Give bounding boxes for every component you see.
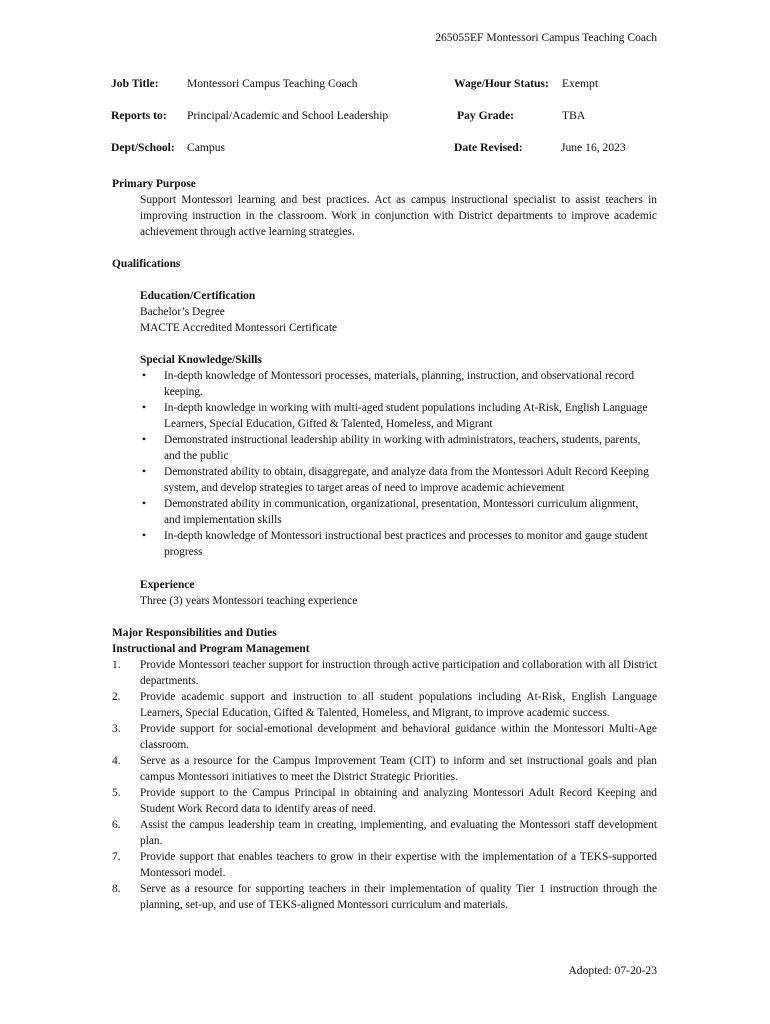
- duty-item: [112, 721, 657, 753]
- job-title-label: Job Title:: [111, 77, 159, 90]
- education-item: MACTE Accredited Montessori Certificate: [140, 322, 338, 334]
- duty-text: Provide support to the Campus Principal in obtaining and analyzing Montessori Adult Record Keeping and Student Work Record data to identify areas of need.: [140, 787, 657, 815]
- skills-list: [140, 368, 657, 560]
- duty-item: [112, 753, 657, 785]
- duty-item: [112, 689, 657, 721]
- primary-purpose-text: Support Montessori learning and best practices. Act as campus instructional specialist to assist teachers in improving instruction in the classroom. Work in conjunction with District departments to improve academic achievement through active learning strategies.: [140, 194, 657, 238]
- skill-item: • In-depth knowledge of Montessori processes, materials, planning, instruction, and observational record keeping.: [140, 368, 657, 400]
- duty-number: 7.: [112, 851, 121, 863]
- duty-text: Serve as a resource for the Campus Improvement Team (CIT) to inform and set instructional goals and plan campus Montessori initiatives to meet the District Strategic Priorities.: [140, 755, 657, 783]
- duty-number: 6.: [112, 819, 121, 831]
- duty-text: Provide academic support and instruction to all student populations including At-Risk, English Language Learners, Special Education, Gifted & Talented, Homeless, and Migrant, to improve academic success.: [140, 691, 657, 719]
- duty-number: 5.: [112, 787, 121, 799]
- experience-text: Three (3) years Montessori teaching experience: [140, 595, 358, 607]
- dept-school-value: Campus: [187, 141, 226, 154]
- duty-item: [112, 657, 657, 689]
- skills-heading: Special Knowledge/Skills: [140, 354, 262, 366]
- dept-school-label: Dept/School:: [111, 141, 175, 154]
- duty-number: 2.: [112, 691, 121, 703]
- reports-to-value: Principal/Academic and School Leadership: [187, 109, 389, 122]
- duty-text: Serve as a resource for supporting teachers in their implementation of quality Tier 1 instruction through the planning, set-up, and use of TEKS-aligned Montessori curriculum and materials.: [140, 883, 657, 911]
- job-title-value: Montessori Campus Teaching Coach: [187, 77, 358, 90]
- skill-item: • Demonstrated ability to obtain, disaggregate, and analyze data from the Montessori Adult Record Keeping system, and develop strategies to target areas of need to improve academic achievement: [140, 464, 657, 496]
- education-item: Bachelor’s Degree: [140, 306, 225, 318]
- primary-purpose-heading: Primary Purpose: [112, 178, 196, 190]
- responsibilities-subheading: Instructional and Program Management: [112, 643, 310, 655]
- experience-heading: Experience: [140, 579, 195, 591]
- page-header-title: 265055EF Montessori Campus Teaching Coach: [435, 31, 657, 44]
- duty-item: [112, 881, 657, 913]
- reports-to-label: Reports to:: [111, 109, 167, 122]
- education-heading: Education/Certification: [140, 290, 256, 302]
- wage-status-value: Exempt: [562, 77, 599, 90]
- duty-text: Provide Montessori teacher support for instruction through active participation and collaboration with all District departments.: [140, 659, 657, 687]
- wage-status-label: Wage/Hour Status:: [454, 77, 549, 90]
- qualifications-heading: Qualifications: [112, 258, 181, 270]
- skill-item: • Demonstrated ability in communication, organizational, presentation, Montessori curriculum alignment, and implementation skills: [140, 496, 657, 528]
- skill-item: • In-depth knowledge of Montessori instructional best practices and processes to monitor and gauge student progress: [140, 528, 657, 560]
- duty-number: 8.: [112, 883, 121, 895]
- pay-grade-label: Pay Grade:: [457, 109, 514, 122]
- skill-item: • Demonstrated instructional leadership ability in working with administrators, teachers, students, parents, and the public: [140, 432, 657, 464]
- duty-item: [112, 785, 657, 817]
- duty-number: 4.: [112, 755, 121, 767]
- duty-text: Provide support that enables teachers to grow in their expertise with the implementation of a TEKS-supported Montessori model.: [140, 851, 657, 879]
- duty-text: Provide support for social-emotional development and behavioral guidance within the Montessori Multi-Age classroom.: [140, 723, 657, 751]
- duty-item: [112, 817, 657, 849]
- date-revised-label: Date Revised:: [454, 141, 523, 154]
- duties-list: [112, 657, 657, 913]
- date-revised-value: June 16, 2023: [561, 141, 626, 154]
- duty-text: Assist the campus leadership team in creating, implementing, and evaluating the Montessori staff development plan.: [140, 819, 657, 847]
- duty-number: 3.: [112, 723, 121, 735]
- duty-item: [112, 849, 657, 881]
- responsibilities-heading: Major Responsibilities and Duties: [112, 627, 277, 639]
- pay-grade-value: TBA: [562, 109, 586, 122]
- adopted-date: Adopted: 07-20-23: [568, 964, 657, 977]
- skill-item: • In-depth knowledge in working with multi-aged student populations including At-Risk, English Language Learners, Special Education, Gifted & Talented, Homeless, and Migrant: [140, 400, 657, 432]
- duty-number: 1.: [112, 659, 121, 671]
